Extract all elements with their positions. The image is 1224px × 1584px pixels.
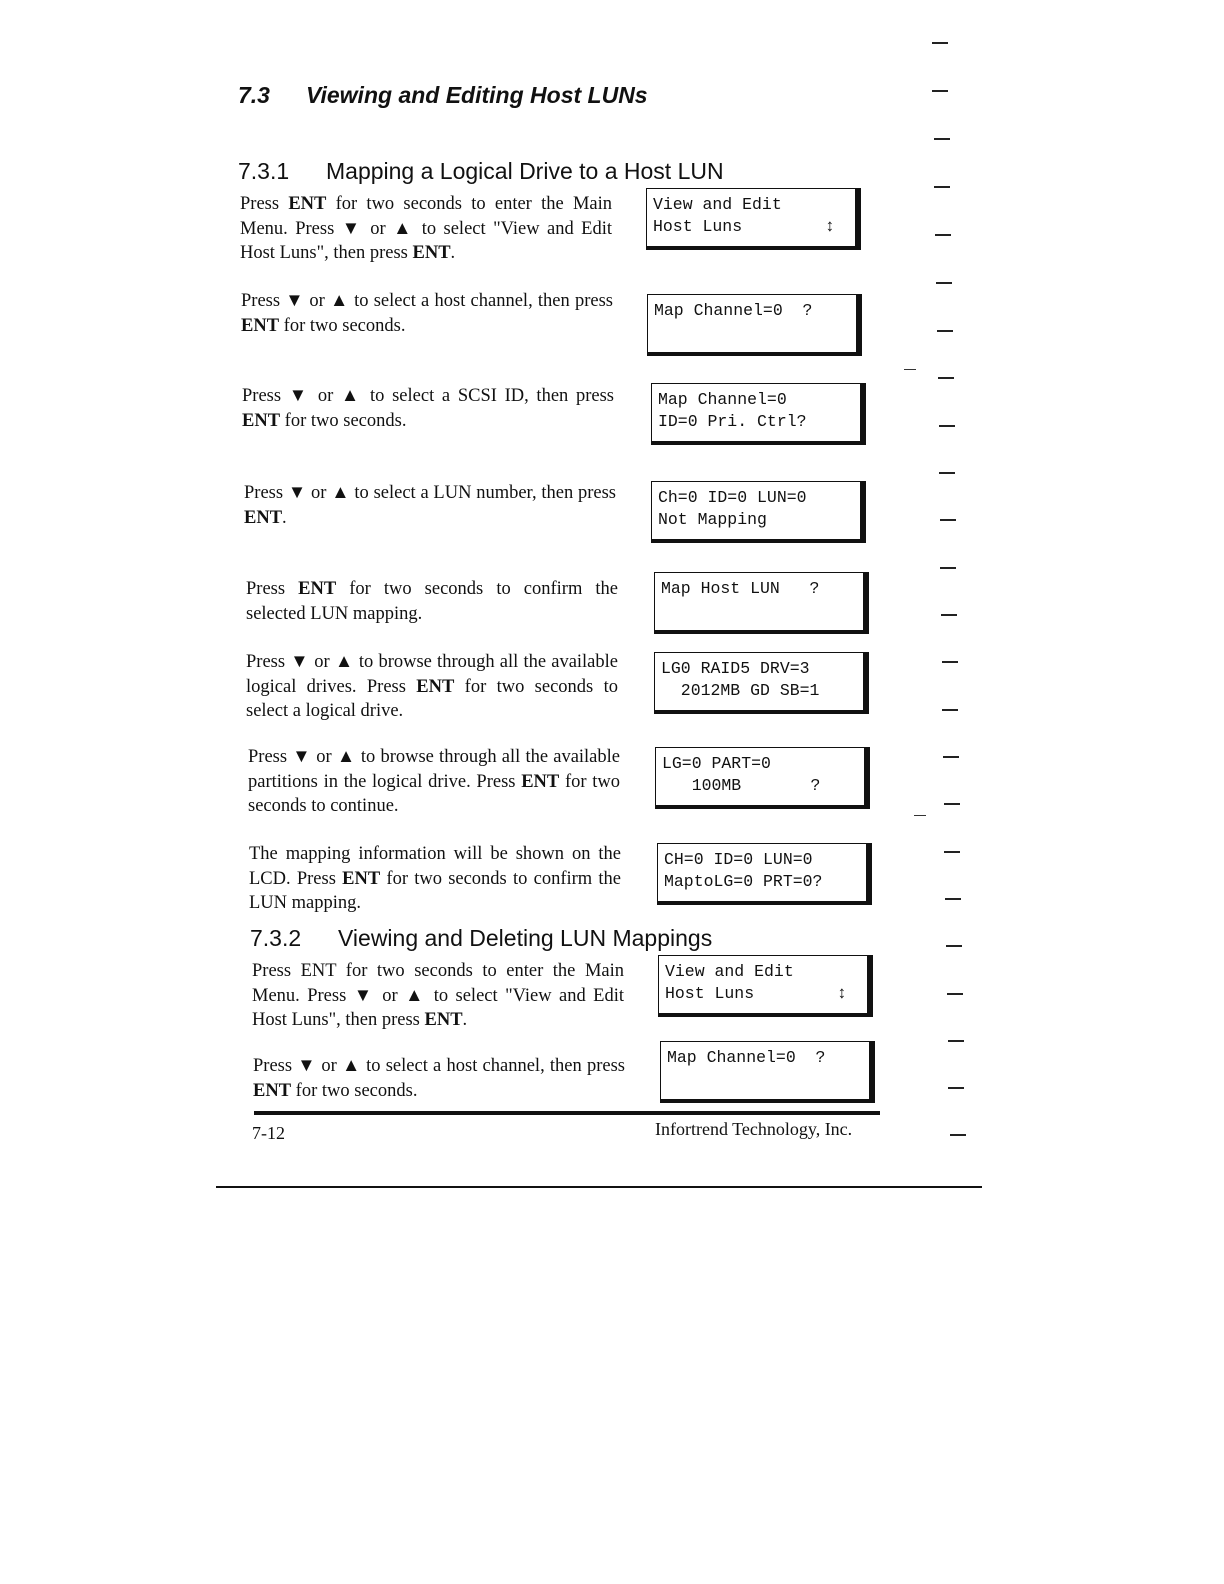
lcd-line-1: Map Channel=0 ? — [667, 1048, 826, 1067]
step-2-text: Press ▼ or ▲ to select a host channel, then press ENT for two seconds. — [241, 291, 613, 336]
section-number: 7.3 — [238, 82, 270, 108]
margin-mark — [944, 851, 960, 853]
margin-mark — [935, 234, 951, 236]
margin-mark — [936, 282, 952, 284]
up-down-arrow-icon: ↕ — [824, 218, 835, 237]
step-6-text: Press ▼ or ▲ to browse through all the available logical drives. Press ENT for two seconds to select a logical drive. — [246, 652, 618, 721]
step-3-text: Press ▼ or ▲ to select a SCSI ID, then press ENT for two seconds. — [242, 386, 614, 431]
margin-mark — [950, 1134, 966, 1136]
margin-tick — [904, 369, 916, 370]
margin-mark — [934, 186, 950, 188]
step-10-lcd — [660, 1041, 875, 1103]
lcd-line-1: LG=0 PART=0 — [662, 754, 771, 773]
step-10-text: Press ▼ or ▲ to select a host channel, then press ENT for two seconds. — [253, 1056, 625, 1101]
lcd-line-1: LG0 RAID5 DRV=3 — [661, 659, 810, 678]
step-2-lcd — [647, 294, 862, 356]
margin-mark — [944, 803, 960, 805]
step-9-text: Press ENT for two seconds to enter the Main Menu. Press ▼ or ▲ to select "View and Edit Host Luns", then press ENT. — [252, 961, 624, 1030]
margin-mark — [946, 945, 962, 947]
margin-tick — [914, 815, 926, 816]
step-3-lcd — [651, 383, 866, 445]
lcd-line-1: Map Channel=0 ? — [654, 301, 813, 320]
margin-mark — [932, 42, 948, 44]
lcd-line-2 — [654, 322, 856, 344]
lcd-line-1: View and Edit — [665, 962, 794, 981]
subsection-title-731 — [238, 158, 724, 185]
lcd-line-2: Host Luns — [665, 984, 755, 1003]
page-number: 7-12 — [252, 1123, 285, 1143]
step-1-text: Press ENT for two seconds to enter the Main Menu. Press ▼ or ▲ to select "View and Edit Host Luns", then press ENT. — [240, 194, 612, 263]
margin-mark — [948, 1087, 964, 1089]
up-down-arrow-icon: ↕ — [836, 985, 847, 1004]
company-name: Infortrend Technology, Inc. — [655, 1119, 853, 1139]
step-1-lcd — [646, 188, 861, 250]
margin-mark — [939, 472, 955, 474]
lcd-line-2: Not Mapping — [658, 510, 767, 529]
step-6-lcd — [654, 652, 869, 714]
margin-mark — [934, 138, 950, 140]
step-9-lcd — [658, 955, 873, 1017]
margin-mark — [945, 898, 961, 900]
step-8-text: The mapping information will be shown on the LCD. Press ENT for two seconds to confirm the LUN mapping. — [249, 844, 621, 913]
step-5-lcd — [654, 572, 869, 634]
section-title-text: Viewing and Editing Host LUNs — [306, 82, 648, 108]
footer-rule — [254, 1111, 880, 1115]
step-7-lcd — [655, 747, 870, 809]
lcd-line-2 — [661, 600, 863, 622]
step-8-lcd — [657, 843, 872, 905]
lcd-line-2: 2012MB GD SB=1 — [661, 681, 820, 700]
bottom-scan-line — [216, 1186, 982, 1188]
margin-mark — [940, 567, 956, 569]
subsection-number: 7.3.2 — [250, 925, 302, 951]
step-7-text: Press ▼ or ▲ to browse through all the available partitions in the logical drive. Press ENT for two seconds to continue. — [248, 747, 620, 816]
margin-mark — [942, 661, 958, 663]
margin-mark — [942, 709, 958, 711]
step-4-text: Press ▼ or ▲ to select a LUN number, then press ENT. — [244, 483, 616, 528]
lcd-line-1: Map Host LUN ? — [661, 579, 820, 598]
step-5-text: Press ENT for two seconds to confirm the selected LUN mapping. — [246, 579, 618, 624]
lcd-line-1: View and Edit — [653, 195, 782, 214]
lcd-line-2: MaptoLG=0 PRT=0? — [664, 872, 823, 891]
lcd-line-2: Host Luns — [653, 217, 743, 236]
section-title — [238, 82, 648, 109]
margin-mark — [941, 614, 957, 616]
margin-mark — [939, 425, 955, 427]
margin-mark — [937, 330, 953, 332]
lcd-line-1: Ch=0 ID=0 LUN=0 — [658, 488, 807, 507]
margin-mark — [932, 90, 948, 92]
subsection-title-text: Mapping a Logical Drive to a Host LUN — [326, 158, 724, 184]
margin-mark — [947, 993, 963, 995]
subsection-title-text: Viewing and Deleting LUN Mappings — [338, 925, 713, 951]
lcd-line-1: CH=0 ID=0 LUN=0 — [664, 850, 813, 869]
margin-mark — [940, 519, 956, 521]
margin-mark — [943, 756, 959, 758]
lcd-line-2: 100MB ? — [662, 776, 821, 795]
step-4-lcd — [651, 481, 866, 543]
subsection-title-732 — [250, 925, 712, 952]
margin-mark — [948, 1040, 964, 1042]
lcd-line-2: ID=0 Pri. Ctrl? — [658, 412, 807, 431]
subsection-number: 7.3.1 — [238, 158, 290, 184]
margin-mark — [938, 377, 954, 379]
lcd-line-1: Map Channel=0 — [658, 390, 787, 409]
lcd-line-2 — [667, 1069, 869, 1091]
